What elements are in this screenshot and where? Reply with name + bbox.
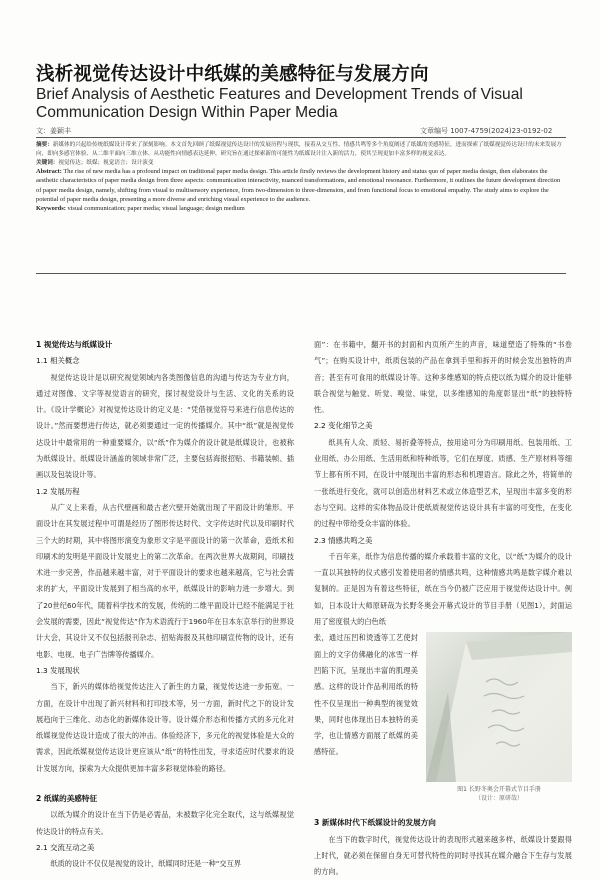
figure-credit: （设计：原研哉） xyxy=(474,795,523,803)
body-paragraph: 当下，新兴的媒体给视觉传达注入了新生的力量，视觉传达进一步拓宽。一方面，在设计中出现了新兴材料和打印技术等，另一方面，新时代之下的设计发展趋向于三维化、动态化的新媒体设计等。设计媒介形态和传播方式的多元化对纸媒视觉传达设计造成了很大的冲击。体验经济下，多元化的视觉体验是大众的需求，因此纸媒视觉传达设计更应该从“纸”的特性出发，寻求适应时代要求的设计发展方向，探索为大众提供更加丰富多彩视觉体验的路径。 xyxy=(36,682,294,773)
keywords-zh-text: 视觉传达；纸媒；视觉语言；设计演变 xyxy=(58,159,154,166)
figure-image xyxy=(426,632,572,782)
figure-caption: 图1 长野冬奥会开幕式节目手册 xyxy=(457,786,541,794)
keywords-en-text: visual communication; paper media; visual language; design medium xyxy=(67,204,245,212)
subsection-heading: 2.2 变化细节之美 xyxy=(314,421,373,431)
body-paragraph: 面”：在书籍中，翻开书的封面和内页所产生的声音，味道塑造了特殊的“书卷气”；在购买设计中，纸质包装的产品在拿到手里和拆开的时候会发出独特的声音；甚至有可食用的纸媒设计等。这种多维感知的特点使以纸为媒介的设计能够联合视觉与触觉、听觉、嗅觉、味觉，以多维感知的角度彰显出“纸”的独特特性。 xyxy=(314,340,572,415)
top-rule xyxy=(36,137,566,138)
subsection-heading: 2.3 情感共鸣之美 xyxy=(314,535,373,545)
abstract-zh-label: 摘要： xyxy=(36,142,53,148)
subsection-heading: 2.1 交流互动之美 xyxy=(36,842,95,852)
abstract-zh-text: 新媒体的兴起给传统纸媒设计带来了深刻影响。本文首先回顾了纸媒视觉传达设计的发展历程与现状，接着从交互性、情感共鸣等多个角度阐述了纸媒的美感特征，进而探索了纸媒视觉传达设计的未来发展方向，即向多感官体验、从二维平面向三维立体、从功能性向情感表达延伸，研究旨在通过探索新的可能性为纸媒设计注入新的活力，使其呈现更加丰富多样的视觉表达。 xyxy=(36,142,562,157)
body-paragraph: 以纸为媒介的设计在当下仍是必需品，未被数字化完全取代，这与纸媒视觉传达设计的特点有关。 xyxy=(36,810,294,836)
figure-wrapped-paragraph: 张，通过压凹和烫透等工艺使封面上的文字仿佛融化的冰雪一样凹陷下沉，呈现出丰富的肌理美感。这样的设计作品利用纸的特性不仅呈现出一种典型的视觉效果，同时也体现出日本独特的美学，也让情感方面展了纸媒的美感特征。 xyxy=(314,633,418,757)
body-paragraph: 纸质的设计不仅仅是视觉的设计，纸媒同时还是一种“交互界 xyxy=(50,859,241,869)
abstract-en-label: Abstract: xyxy=(36,168,62,176)
author-line: 文：姜颖丰 xyxy=(36,127,71,135)
left-column xyxy=(36,337,294,873)
body-paragraph: 从广义上来看，从古代壁画和最古老穴壁开始就出现了平面设计的雏形。平面设计在其发展过程中可谓是经历了图形传达时代、文字传达时代以及印刷时代三个大的时期，其中将图形演变为象形文字是平面设计的第一次革命，造纸术和印刷术的发明是平面设计发展史上的第二次革命。在两次世界大战期间，印刷技术进一步完善，作品越来越丰富，对于平面设计的要求也越来越高，它与社会需求的扩大，平面设计发展到了相当高的水平，纸媒设计的影响力进一步增大。到了20世纪60年代，随着科学技术的发展，传统的二维平面设计已经不能满足于社会发展的需要，因此“视觉传达”作为术语流行于1960年在日本东京举行的世界设计大会，其设计又不仅包括报刊杂志、招贴海报及其他印刷宣传物的设计，还有电影、电视、电子广告牌等传播媒介。 xyxy=(36,502,294,659)
right-column-bottom xyxy=(314,815,572,880)
section-gap xyxy=(36,777,294,791)
article-title-en: Brief Analysis of Aesthetic Features and Development Trends of Visual Communication Design Within Paper Media xyxy=(36,86,523,121)
subsection-heading: 1.2 发展历程 xyxy=(36,486,80,496)
abstract-block xyxy=(36,141,566,213)
right-column xyxy=(314,337,572,881)
abstract-en xyxy=(36,167,566,203)
body-paragraph: 纸具有人众、质轻、易折叠等特点，按用途可分为印刷用纸、包装用纸、工业用纸、办公用纸、生活用纸和特种纸等，它们在厚度、质感、生产原材料等细节上都有所不同，在设计中展现出丰富的形态和机理语言。除此之外，将简单的一张纸进行变化，就可以创造出材料艺术或立体造型艺术，呈现出丰富多变的形态与空间。这样的实体物品设计使纸质视觉传达设计具有丰富的可变性，在变化的过程中带给受众丰富的体验。 xyxy=(314,437,572,529)
abstract-rule xyxy=(36,273,566,274)
subsection-heading: 1.1 相关概念 xyxy=(36,356,80,366)
keywords-en xyxy=(36,204,566,213)
keywords-zh-label: 关键词： xyxy=(36,159,59,166)
article-number: 文章编号 1007-4759(2024)23-0192-02 xyxy=(420,127,553,135)
section-heading: 2 纸媒的美感特征 xyxy=(36,794,98,804)
embossed-booklet-illustration xyxy=(426,632,572,782)
subsection-heading: 1.3 发展现状 xyxy=(36,665,80,675)
right-column-top xyxy=(314,337,572,630)
figure-block xyxy=(314,630,572,803)
body-paragraph: 千百年来，纸作为信息传播的媒介承载着丰富的文化，以“纸”为媒介的设计一直以其独特的仪式感引发着使用者的情感共鸣，这种情感共鸣是数字媒介难以复制的。正是因为有着这些特征，纸在当今仍被广泛应用于视觉传达设计中。例如，日本设计大师原研哉为长野冬奥会开幕式设计的节目手册（见图1），封面运用了密度很大的白色纸 xyxy=(314,551,572,627)
figure-1 xyxy=(426,632,572,803)
abstract-en-text: The rise of new media has a profound impact on traditional paper media design. This article firstly reviews the development history and status quo of paper media design, then elaborates the aesthetic characteristics of paper media design from three aspects: communication interactivity, nuanced transformations, and emotional resonance. Furthermore, it outlines the future development direction of paper media design, namely, shifting from visual to multisensory experience, from two-dimension to three-dimension, and from functional focus to emotional empathy. The study aims to explore the potential of paper media design, presenting a more diverse and enriching visual experience to the audience. xyxy=(36,168,561,203)
section-heading: 1 视觉传达与纸媒设计 xyxy=(36,340,113,349)
keywords-zh xyxy=(36,159,566,168)
section-heading: 3 新媒体时代下纸媒设计的发展方向 xyxy=(314,818,436,828)
keywords-en-label: Keywords: xyxy=(36,204,66,212)
body-paragraph: 视觉传达设计是以研究视觉领域内各类图像信息的沟通与传达为专业方向，通过对图像、文字等视觉语言的研究，探讨视觉设计与生活、文化的关系的设计。《设计学概论》对视觉传达设计的定义是：“凭借视觉符号来进行信息传达的设计。”然而要想进行传达，就必须要通过一定的传播媒介。其中“纸”就是视觉传达设计中最常用的一种重要媒介，以“纸”作为媒介的设计就是纸媒设计，也被称为纸媒设计。纸媒设计涵盖的领域非常广泛，主要包括海报招贴、书籍装帧、插画以及包装设计等。 xyxy=(36,372,294,480)
article-title-zh: 浅析视觉传达设计中纸媒的美感特征与发展方向 xyxy=(36,64,429,85)
abstract-zh xyxy=(36,141,566,159)
body-paragraph: 在当下的数字时代，视觉传达设计的表现形式越来越多样，纸媒设计要跟得上时代，就必须在保留自身无可替代特性的同时寻找其在媒介融合下生存与发展的方向。 xyxy=(314,834,572,877)
